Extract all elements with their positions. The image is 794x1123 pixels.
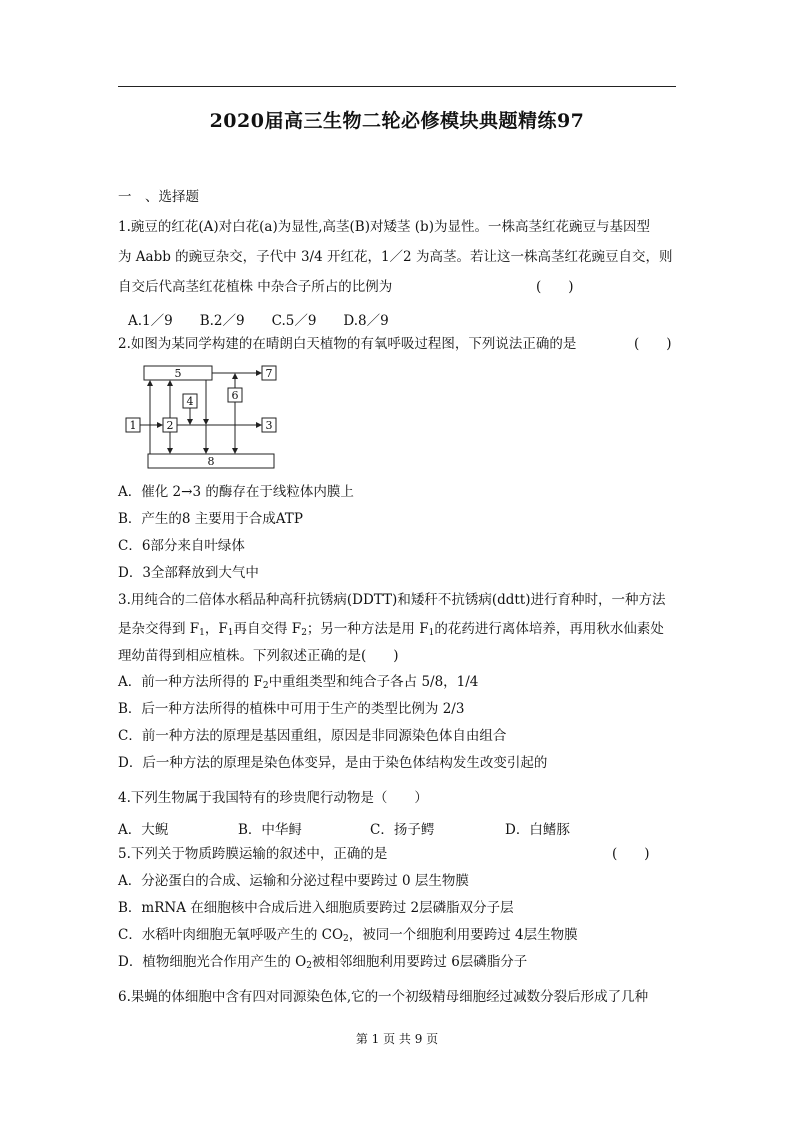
q3-option-b: B．后一种方法所得的植株中可用于生产的类型比例为 2/3 [118, 701, 465, 717]
page-title: 2020届高三生物二轮必修模块典题精练97 [209, 110, 585, 132]
q4-stem: 4.下列生物属于我国特有的珍贵爬行动物是（ ） [118, 790, 428, 806]
q2-option-d: D．3全部释放到大气中 [118, 565, 259, 581]
q6-line-1: 6.果蝇的体细胞中含有四对同源染色体,它的一个初级精母细胞经过减数分裂后形成了几种 [118, 989, 649, 1005]
q1-options: A.1／9 B.2／9 C.5／9 D.8／9 [128, 313, 389, 329]
q2-option-c: C．6部分来自叶绿体 [118, 538, 245, 554]
q2-stem: 2.如图为某同学构建的在晴朗白天植物的有氧呼吸过程图，下列说法正确的是 [118, 336, 577, 352]
diagram-label-8: 8 [207, 455, 215, 468]
diagram-label-7: 7 [265, 367, 273, 380]
page-footer: 第 1 页 共 9 页 [355, 1032, 439, 1046]
q5-stem: 5.下列关于物质跨膜运输的叙述中，正确的是 [118, 846, 388, 862]
q1-answer-paren: ( ) [536, 279, 574, 295]
q5-option-b: B．mRNA 在细胞核中合成后进入细胞质要跨过 2层磷脂双分子层 [118, 900, 514, 916]
q5-answer-paren: ( ) [612, 846, 650, 862]
q4-option-a: A．大鲵 [118, 822, 169, 838]
q3-option-c: C．前一种方法的原理是基因重组，原因是非同源染色体自由组合 [118, 728, 507, 744]
q3-line-1: 3.用纯合的二倍体水稻品种高秆抗锈病(DDTT)和矮秆不抗锈病(ddtt)进行育种时，一种方法 [118, 592, 666, 608]
diagram-label-6: 6 [231, 389, 239, 402]
diagram-label-1: 1 [129, 419, 137, 432]
q3-option-a: A．前一种方法所得的 $F_2$中重组类型和纯合子各占 5/8，1/4 [118, 674, 479, 691]
q3-line-3: 理幼苗得到相应植株。下列叙述正确的是( ) [118, 648, 399, 664]
q4-option-c: C．扬子鳄 [370, 822, 435, 838]
q5-option-c: C．水稻叶肉细胞无氧呼吸产生的 $CO_2$，被同一个细胞利用要跨过 4层生物膜 [118, 927, 578, 944]
diagram-label-5: 5 [174, 367, 182, 380]
q1-line-3: 自交后代高茎红花植株 中杂合子所占的比例为 [118, 279, 393, 295]
q2-option-a: A．催化 2→3 的酶存在于线粒体内膜上 [118, 484, 354, 500]
q3-line-2: 是杂交得到 $F_1$，$F_1$再自交得 $F_2$；另一种方法是用 $F_1$的花药进行离体培养，再用秋水仙素处 [118, 621, 664, 638]
diagram-label-2: 2 [166, 419, 174, 432]
q4-option-b: B．中华鲟 [238, 822, 302, 838]
section-heading: 一 、选择题 [118, 189, 199, 205]
q4-option-d: D．白鳍豚 [505, 822, 570, 838]
q2-option-b: B．产生的8 主要用于合成ATP [118, 511, 303, 527]
diagram-label-4: 4 [186, 395, 194, 408]
header-rule [118, 86, 676, 87]
respiration-diagram [120, 360, 290, 475]
q3-option-d: D．后一种方法的原理是染色体变异，是由于染色体结构发生改变引起的 [118, 755, 548, 771]
q2-answer-paren: ( ) [634, 336, 672, 352]
q5-option-a: A．分泌蛋白的合成、运输和分泌过程中要跨过 0 层生物膜 [118, 873, 469, 889]
q5-option-d: D．植物细胞光合作用产生的 $O_2$被相邻细胞利用要跨过 6层磷脂分子 [118, 954, 528, 971]
q1-line-2: 为 Aabb 的豌豆杂交，子代中 3/4 开红花，1／2 为高茎。若让这一株高茎红花豌豆自交，则 [118, 249, 673, 265]
q1-line-1: 1.豌豆的红花(A)对白花(a)为显性,高茎(B)对矮茎 (b)为显性。一株高茎红花豌豆与基因型 [118, 219, 650, 235]
diagram-label-3: 3 [265, 419, 273, 432]
